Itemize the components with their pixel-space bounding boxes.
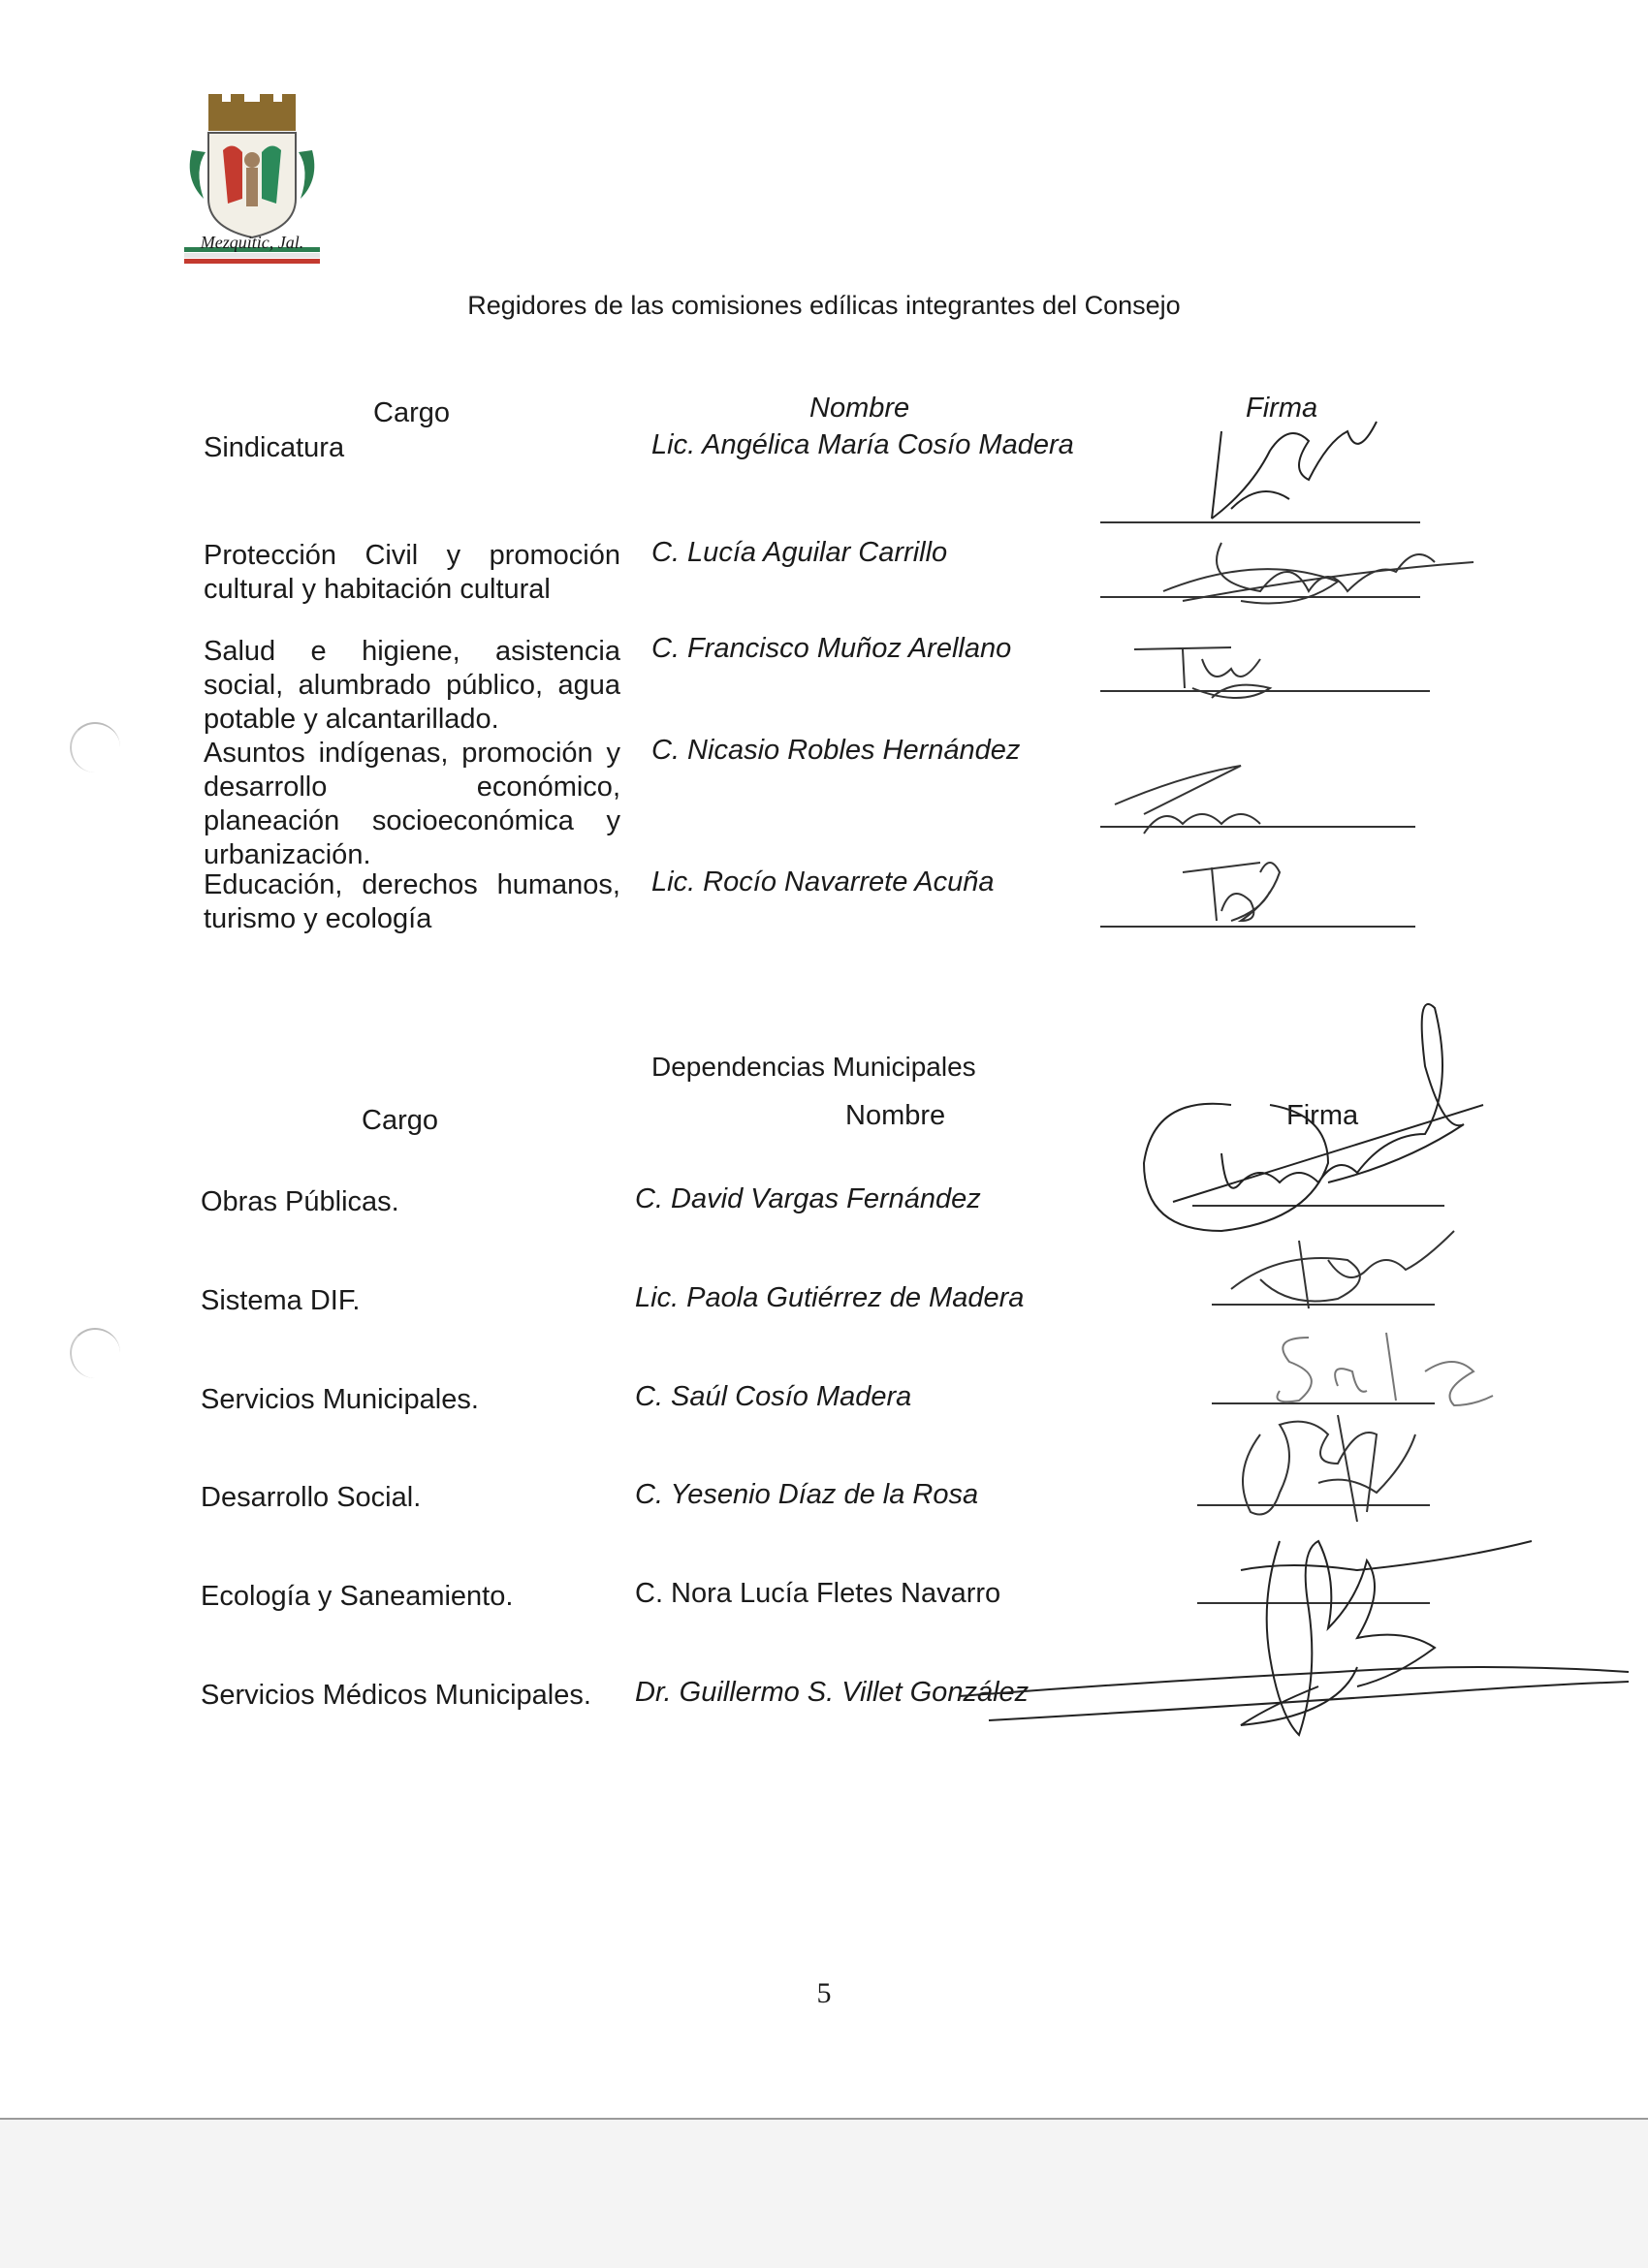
punch-hole-mark — [70, 1328, 120, 1378]
section2-row-3-cargo: Servicios Municipales. — [201, 1384, 479, 1415]
section1-title: Regidores de las comisiones edílicas integrantes del Consejo — [467, 291, 1181, 320]
section2-row-6-nombre: Dr. Guillermo S. Villet González — [635, 1677, 1030, 1708]
punch-hole-mark — [70, 722, 120, 772]
section1-row-1-cargo: Sindicatura — [204, 432, 345, 463]
section1-firma-header: Firma — [1246, 393, 1318, 424]
section1-row-5-nombre: Lic. Rocío Navarrete Acuña — [651, 866, 995, 898]
section1-row-1-signature — [1163, 383, 1396, 528]
section1-row-3-signature — [1125, 630, 1318, 708]
section2-row-2-nombre: Lic. Paola Gutiérrez de Madera — [635, 1282, 1025, 1313]
section2-row-5-nombre: C. Nora Lucía Fletes Navarro — [635, 1578, 1001, 1609]
section2-nombre-header: Nombre — [845, 1100, 946, 1131]
section2-row-5-6-signatures — [950, 1512, 1648, 1754]
crest-caption: Mezquitic, Jal. — [200, 233, 304, 252]
section2-title: Dependencias Municipales — [651, 1052, 976, 1082]
section2-row-6-cargo: Servicios Médicos Municipales. — [201, 1680, 591, 1711]
section1-row-2-cargo: Protección Civil y promoción cultural y habitación cultural — [204, 540, 620, 605]
section2-row-1-nombre: C. David Vargas Fernández — [635, 1183, 981, 1214]
section1-row-3-nombre: C. Francisco Muñoz Arellano — [651, 633, 1012, 664]
section1-cargo-header: Cargo — [373, 397, 450, 428]
section1-row-4-signature — [1105, 746, 1299, 843]
section2-row-5-cargo: Ecología y Saneamiento. — [201, 1581, 514, 1612]
section2-firma-header: Firma — [1286, 1100, 1359, 1131]
section2-row-4-cargo: Desarrollo Social. — [201, 1482, 422, 1513]
section1-row-1-nombre: Lic. Angélica María Cosío Madera — [651, 429, 1074, 460]
section1-nombre-header: Nombre — [809, 393, 910, 424]
section1-row-4-cargo: Asuntos indígenas, promoción y desarrollo económico, planeación socioeconómica y urbanización. — [204, 738, 620, 870]
section1-row-5-cargo: Educación, derechos humanos, turismo y ecología — [204, 869, 620, 934]
scan-bottom-edge — [0, 2118, 1648, 2268]
section2-row-3-nombre: C. Saúl Cosío Madera — [635, 1381, 912, 1412]
page-number: 5 — [816, 1977, 832, 2009]
section2-row-4-nombre: C. Yesenio Díaz de la Rosa — [635, 1479, 979, 1510]
section1-row-2-nombre: C. Lucía Aguilar Carrillo — [651, 537, 948, 568]
section2-row-4-signature — [1221, 1396, 1435, 1531]
section2-cargo-header: Cargo — [362, 1105, 438, 1136]
section2-row-2-signature — [1221, 1221, 1464, 1318]
section2-row-2-cargo: Sistema DIF. — [201, 1285, 361, 1316]
section1-row-3-cargo: Salud e higiene, asistencia social, alumbrado público, agua potable y alcantarillado. — [204, 636, 620, 735]
section1-row-5-signature — [1173, 834, 1299, 930]
section2-row-1-cargo: Obras Públicas. — [201, 1186, 399, 1217]
section1-row-4-nombre: C. Nicasio Robles Hernández — [651, 735, 1021, 766]
section1-row-2-signature — [1144, 523, 1493, 630]
section2-row-1-signature — [1134, 989, 1503, 1250]
